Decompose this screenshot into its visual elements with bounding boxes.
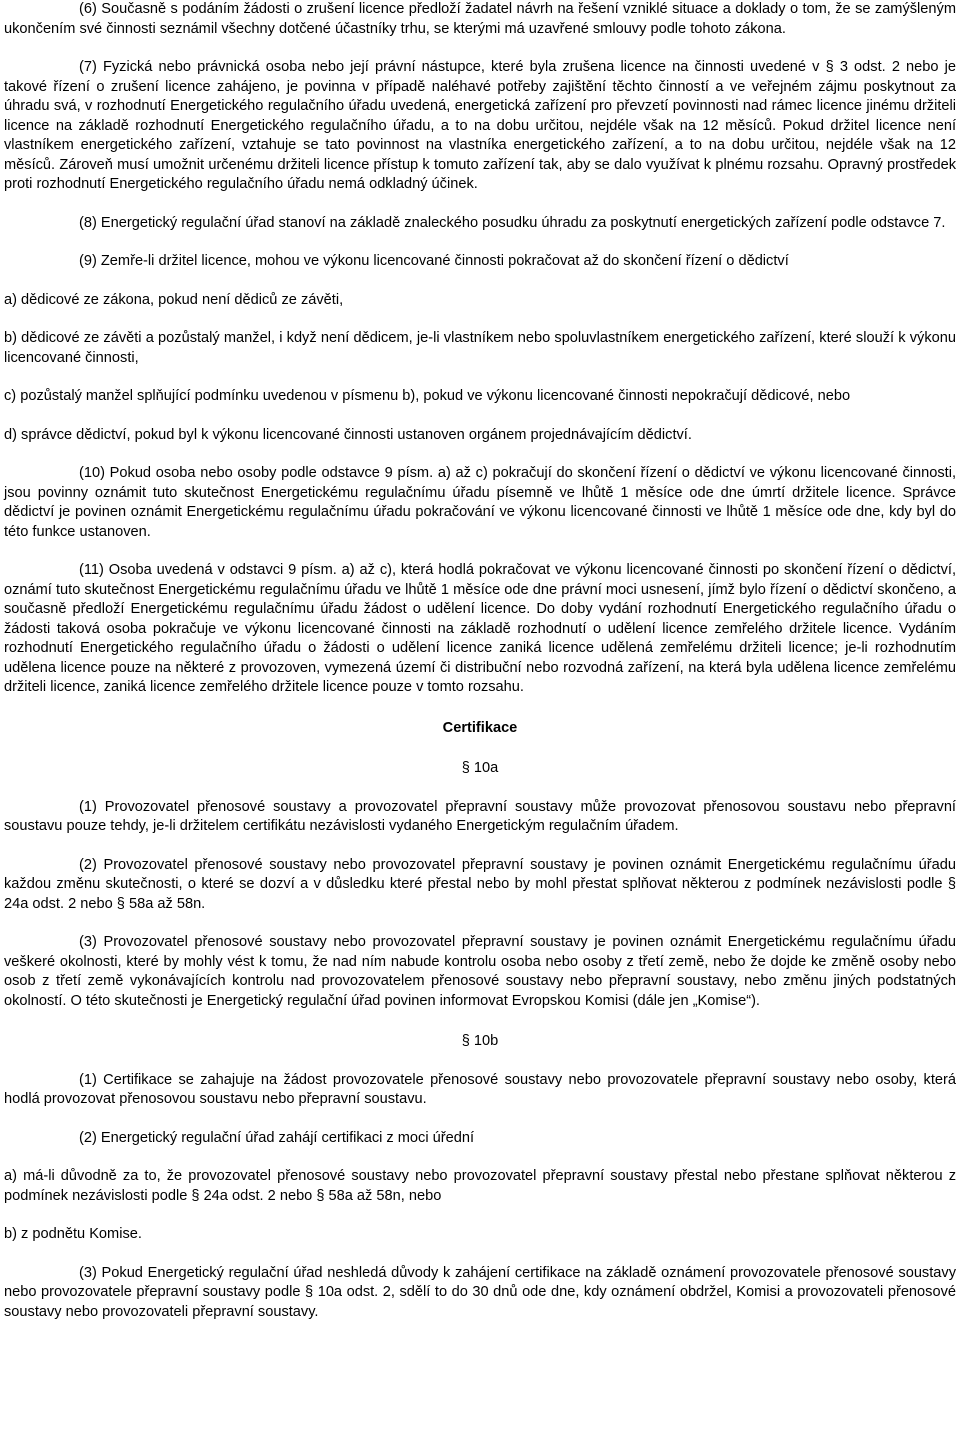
paragraph-10a-1: (1) Provozovatel přenosové soustavy a provozovatel přepravní soustavy může provozovat přenosovou soustavu nebo přepravní soustavu pouze tehdy, je-li držitelem certifikátu nezávislosti vydaného Energetickým regulačním úřadem.: [4, 798, 956, 834]
paragraph-10a-3: (3) Provozovatel přenosové soustavy nebo provozovatel přepravní soustavy je povinen oznámit Energetickému regulačnímu úřadu veškeré okolnosti, které by mohly vést k tomu, že nad ním nabude kontrolu osoba nebo osoby z třetí země, nebo že dojde ke změně osoby nebo osob z třetí země vykonávajících kontrolu nad provozovatelem přenosové soustavy nebo přepravní soustavy, nebo změnu jiných podstatných okolností. O této skutečnosti je Energetický regulační úřad povinen informovat Evropskou Komisi (dále jen „Komise“).: [4, 934, 956, 1009]
paragraph-10b-1: (1) Certifikace se zahajuje na žádost provozovatele přenosové soustavy nebo provozovatele přepravní soustavy nebo osoby, která hodlá provozovat přenosovou soustavu nebo přepravní soustavu.: [4, 1071, 956, 1107]
paragraph-6: (6) Současně s podáním žádosti o zrušení licence předloží žadatel návrh na řešení vzniklé situace a doklady o tom, že se zamýšleným ukončením své činnosti seznámil všechny dotčené účastníky trhu, se kterými má uzavřené smlouvy podle tohoto zákona.: [4, 1, 956, 37]
section-10a-title: § 10a: [461, 760, 499, 776]
item-9b: b) dědicové ze závěti a pozůstalý manžel, i když není dědicem, je-li vlastníkem nebo spoluvlastníkem energetického zařízení, které slouží k výkonu licencované činnosti,: [4, 330, 956, 366]
section-10b-title: § 10b: [461, 1033, 499, 1049]
paragraph-10b-2: (2) Energetický regulační úřad zahájí certifikaci z moci úřední: [79, 1129, 475, 1146]
item-9d: d) správce dědictví, pokud byl k výkonu licencované činnosti ustanoven orgánem projednávajícím dědictví.: [4, 426, 692, 443]
paragraph-10: (10) Pokud osoba nebo osoby podle odstavce 9 písm. a) až c) pokračují do skončení řízení o dědictví ve výkonu licencované činnosti, jsou povinny oznámit tuto skutečnost Energetickému regulačnímu úřadu písemně ve lhůtě 1 měsíce ode dne úmrtí držitele licence. Správce dědictví je povinen oznámit Energetickému regulačnímu úřadu pokračování ve výkonu licencované činnosti ve lhůtě 1 měsíce ode dne, kdy byl do této funkce ustanoven.: [4, 465, 956, 540]
paragraph-9: (9) Zemře-li držitel licence, mohou ve výkonu licencované činnosti pokračovat až do skončení řízení o dědictví: [79, 253, 789, 269]
item-10b-2a: a) má-li důvodně za to, že provozovatel přenosové soustavy nebo provozovatel přepravní soustavy přestal nebo přestane splňovat některou z podmínek nezávislosti podle § 24a odst. 2 nebo § 58a až 58n, nebo: [4, 1168, 956, 1204]
paragraph-10b-3: (3) Pokud Energetický regulační úřad neshledá důvody k zahájení certifikace na základě oznámení provozovatele přenosové soustavy nebo provozovatele přepravní soustavy podle § 10a odst. 2, sdělí to do 30 dnů ode dne, kdy oznámení obdržel, Komisi a provozovateli přenosové soustavy nebo provozovateli přepravní soustavy.: [4, 1264, 956, 1320]
item-9a: a) dědicové ze zákona, pokud není dědiců ze závěti,: [4, 291, 344, 308]
item-10b-2b: b) z podnětu Komise.: [4, 1226, 142, 1242]
document-page: [4, 0, 956, 1322]
paragraph-8: (8) Energetický regulační úřad stanoví na základě znaleckého posudku úhradu za poskytnutí energetických zařízení podle odstavce 7.: [79, 214, 946, 231]
heading-certifikace: Certifikace: [442, 719, 518, 736]
paragraph-10a-2: (2) Provozovatel přenosové soustavy nebo provozovatel přepravní soustavy je povinen oznámit Energetickému regulačnímu úřadu každou změnu skutečnosti, o které se dozví a v důsledku které přestal nebo by mohl přestat splňovat některou z podmínek nezávislosti podle § 24a odst. 2 nebo § 58a až 58n.: [4, 856, 956, 912]
paragraph-7: (7) Fyzická nebo právnická osoba nebo její právní nástupce, které byla zrušena licence na činnosti uvedené v § 3 odst. 2 nebo je takové řízení o zrušení licence zahájeno, je povinna v případě naléhavé potřeby zajištění těchto činností a ve veřejném zájmu poskytnout za úhradu svá, v rozhodnutí Energetického regulačního úřadu uvedená, energetická zařízení pro převzetí povinnosti nad rámec licence jinému držiteli licence na základě rozhodnutí Energetického regulačního úřadu, a to na dobu určitou, nejdéle však na 12 měsíců. Pokud držitel licence není vlastníkem energetického zařízení, vztahuje se tato povinnost na vlastníka energetického zařízení, a to na dobu určitou, nejdéle však na 12 měsíců. Zároveň musí umožnit určenému držiteli licence přístup k tomuto zařízení tak, aby se dalo využívat k plnému rozsahu. Opravný prostředek proti rozhodnutí Energetického regulačního úřadu nemá odkladný účinek.: [4, 59, 956, 192]
paragraph-11: (11) Osoba uvedená v odstavci 9 písm. a) až c), která hodlá pokračovat ve výkonu licencované činnosti po skončení řízení o dědictví, oznámí tuto skutečnost Energetickému regulačnímu úřadu ve lhůtě 1 měsíce ode dne právní moci usnesení, jímž bylo řízení o dědictví skončeno, a současně předloží Energetickému regulačnímu úřadu žádost o udělení licence. Do doby vydání rozhodnutí Energetického regulačního úřadu o žádosti taková osoba pokračuje ve výkonu licencované činnosti na základě rozhodnutí o udělení licence zemřelého držitele licence. Vydáním rozhodnutí Energetického regulačního úřadu o žádosti o udělení licence zaniká licence udělená zemřelému držiteli licence; je-li rozhodnutím udělena licence pouze na některé z provozoven, vymezená území či distribuční nebo rozvodná zařízení, na která byla udělena licence zemřelému držiteli licence, zaniká licence zemřelého držitele licence pouze v tomto rozsahu.: [4, 562, 956, 695]
item-9c: c) pozůstalý manžel splňující podmínku uvedenou v písmenu b), pokud ve výkonu licencované činnosti nepokračují dědicové, nebo: [4, 388, 851, 404]
